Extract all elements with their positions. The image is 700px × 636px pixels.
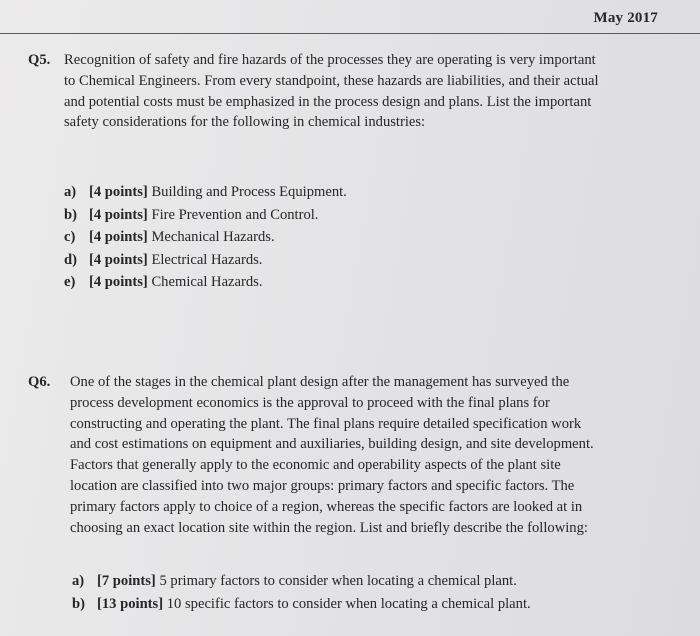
sub-question-letter: d) (64, 251, 77, 268)
sub-question-text: Chemical Hazards. (151, 274, 263, 290)
question-5-number: Q5. (28, 52, 51, 68)
sub-question-d (64, 249, 347, 272)
sub-question-text: Fire Prevention and Control. (151, 206, 319, 223)
question-6-number: Q6. (28, 374, 51, 390)
sub-question-text: 5 primary factors to consider when locating a chemical plant. (159, 573, 517, 589)
sub-question-a (64, 181, 347, 204)
question-6-text (70, 372, 654, 538)
sub-question-points: [4 points] (89, 229, 148, 245)
question-6-parts (72, 570, 531, 615)
sub-question-points: [13 points] (97, 595, 164, 612)
sub-question-e (64, 271, 347, 294)
question-text-line: to Chemical Engineers. From every standpoint, these hazards are liabilities, and their actual (64, 72, 599, 89)
sub-question-c (64, 226, 347, 249)
question-6 (28, 372, 664, 538)
question-text-line: safety considerations for the following in chemical industries: (64, 114, 426, 131)
sub-question-points: [4 points] (89, 274, 148, 290)
question-5-text (64, 50, 662, 133)
sub-question-letter: e) (64, 274, 76, 290)
sub-question-text: Electrical Hazards. (151, 251, 263, 268)
question-text-line: Recognition of safety and fire hazards of the processes they are operating is very important (64, 52, 596, 68)
question-text-line: One of the stages in the chemical plant design after the management has surveyed the (70, 374, 570, 390)
sub-question-b (72, 593, 531, 616)
question-text-line: choosing an exact location site within the region. List and briefly describe the following: (70, 519, 588, 536)
sub-question-points: [4 points] (89, 206, 148, 223)
exam-date: May 2017 (593, 10, 658, 26)
sub-question-points: [4 points] (89, 184, 148, 200)
sub-question-letter: b) (64, 206, 77, 223)
sub-question-letter: b) (72, 595, 85, 612)
question-text-line: process development economics is the approval to proceed with the final plans for (70, 394, 550, 411)
sub-question-letter: a) (72, 573, 85, 589)
question-5 (28, 50, 664, 133)
sub-question-points: [4 points] (89, 251, 148, 268)
sub-question-a (72, 570, 531, 593)
question-text-line: constructing and operating the plant. The final plans require detailed specification work (70, 415, 582, 432)
question-text-line: and cost estimations on equipment and auxiliaries, building design, and site development. (70, 436, 594, 453)
sub-question-text: Mechanical Hazards. (151, 229, 275, 245)
question-5-parts (64, 181, 347, 294)
sub-question-letter: a) (64, 184, 77, 200)
sub-question-letter: c) (64, 229, 76, 245)
sub-question-text: Building and Process Equipment. (151, 184, 347, 200)
question-text-line: primary factors apply to choice of a region, whereas the specific factors are looked at in (70, 498, 583, 515)
question-text-line: and potential costs must be emphasized in the process design and plans. List the important (64, 93, 592, 110)
question-text-line: Factors that generally apply to the economic and operability aspects of the plant site (70, 457, 561, 474)
question-text-line: location are classified into two major groups: primary factors and specific factors. The (70, 477, 575, 494)
sub-question-text: 10 specific factors to consider when locating a chemical plant. (166, 595, 531, 612)
sub-question-b (64, 204, 347, 227)
header-divider (0, 33, 700, 34)
sub-question-points: [7 points] (97, 573, 156, 589)
